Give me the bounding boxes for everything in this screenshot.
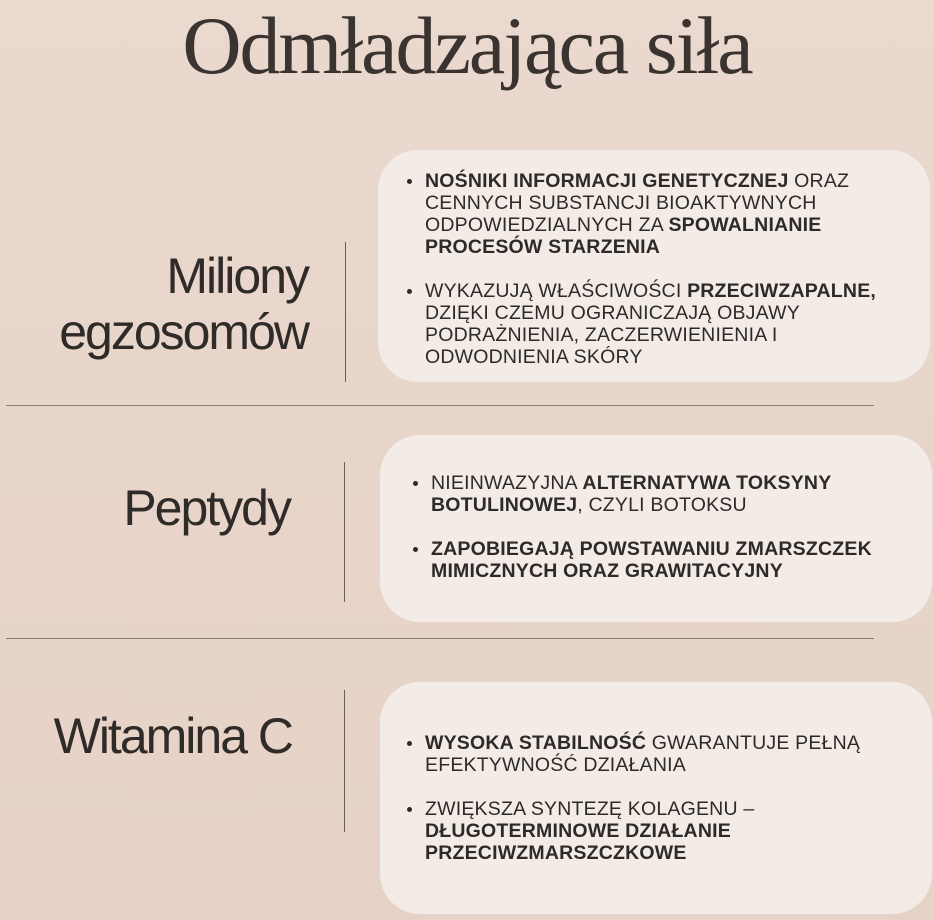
section-label-line: Peptydy [123, 480, 290, 536]
list-item [431, 472, 912, 516]
section-label-line: Miliony [166, 248, 308, 304]
bullet-text: ZWIĘKSZA SYNTEZĘ KOLAGENU – [425, 798, 755, 820]
list-item [425, 280, 900, 368]
info-card-egzosomy [378, 150, 930, 382]
section-divider-vertical [344, 690, 345, 832]
bullet-text-bold: SPOWALNIANIE PROCESÓW STARZENIA [425, 214, 822, 258]
page-title: Odmładzająca siła [182, 0, 752, 91]
bullet-list [425, 170, 900, 368]
bullet-text-bold: NOŚNIKI INFORMACJI GENETYCZNEJ [425, 170, 789, 192]
section-divider-horizontal [6, 405, 874, 406]
bullet-text-bold: DŁUGOTERMINOWE DZIAŁANIE PRZECIWZMARSZCZKOWE [425, 820, 731, 864]
section-divider-vertical [345, 242, 346, 382]
bullet-text-bold: WYSOKA STABILNOŚĆ [425, 732, 647, 754]
bullet-text: DZIĘKI CZEMU OGRANICZAJĄ OBJAWY PODRAŻNIENIA, ZACZERWIENIENIA I ODWODNIENIA SKÓRY [425, 302, 800, 368]
section-divider-horizontal [6, 638, 874, 639]
section-label-peptydy [20, 480, 290, 536]
section-label-egzosomy [20, 248, 308, 360]
list-item [425, 170, 900, 258]
bullet-text: NIEINWAZYJNA [431, 472, 583, 494]
bullet-text-bold: PRZECIWZAPALNE, [687, 280, 877, 302]
section-divider-vertical [344, 462, 345, 602]
list-item [431, 538, 912, 582]
section-label-line: egzosomów [59, 304, 308, 360]
bullet-text-bold: ZAPOBIEGAJĄ POWSTAWANIU ZMARSZCZEK MIMICZNYCH ORAZ GRAWITACYJNY [431, 538, 872, 582]
bullet-text: WYKAZUJĄ WŁAŚCIWOŚCI [425, 280, 688, 302]
info-card-witamina-c [380, 682, 932, 914]
list-item [425, 798, 902, 864]
bullet-text: GWARANTUJE PEŁNĄ EFEKTYWNOŚĆ DZIAŁANIA [425, 732, 861, 776]
section-label-witamina-c [20, 708, 292, 764]
bullet-text: , CZYLI BOTOKSU [577, 494, 747, 516]
bullet-text-bold: ALTERNATYWA TOKSYNY BOTULINOWEJ [431, 472, 832, 516]
section-label-line: Witamina C [53, 708, 292, 764]
bullet-list [431, 472, 912, 582]
info-card-peptydy [380, 435, 932, 622]
bullet-text: ORAZ CENNYCH SUBSTANCJI BIOAKTYWNYCH ODPOWIEDZIALNYCH ZA [425, 170, 850, 236]
list-item [425, 732, 902, 776]
bullet-list [425, 732, 902, 864]
